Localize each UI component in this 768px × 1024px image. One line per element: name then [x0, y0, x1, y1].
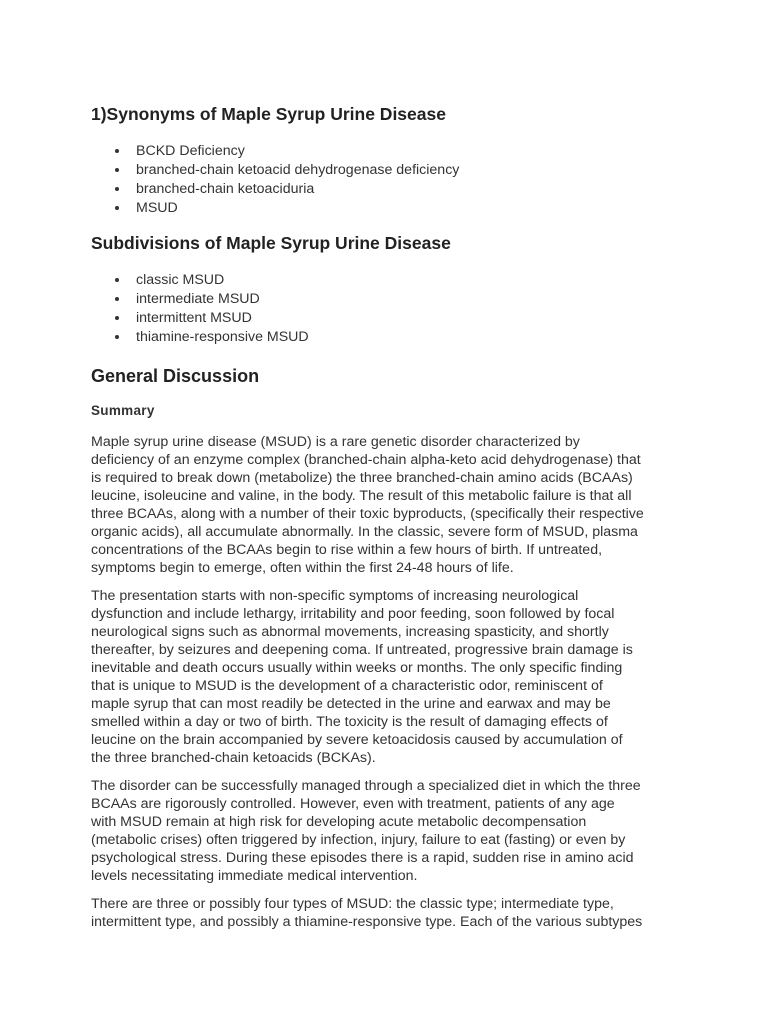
paragraph-line: deficiency of an enzyme complex (branched-chain alpha-keto acid dehydrogenase) that — [91, 452, 641, 468]
list-item: intermediate MSUD — [136, 290, 691, 309]
paragraph-line: organic acids), all accumulate abnormally. In the classic, severe form of MSUD, plasma — [91, 524, 638, 540]
list-item: thiamine-responsive MSUD — [136, 328, 691, 347]
subdivisions-heading: Subdivisions of Maple Syrup Urine Disease — [91, 233, 451, 253]
paragraph-line: smelled within a day or two of birth. The toxicity is the result of damaging effects of — [91, 714, 608, 730]
paragraph-line: Maple syrup urine disease (MSUD) is a rare genetic disorder characterized by — [91, 434, 580, 450]
paragraph-line: with MSUD remain at high risk for developing acute metabolic decompensation — [91, 814, 587, 830]
paragraph-line: leucine, isoleucine and valine, in the body. The result of this metabolic failure is that all — [91, 488, 632, 504]
summary-subheading: Summary — [91, 403, 155, 418]
list-item: branched-chain ketoacid dehydrogenase deficiency — [136, 161, 691, 180]
list-item: intermittent MSUD — [136, 309, 691, 328]
paragraph-line: The disorder can be successfully managed through a specialized diet in which the three — [91, 778, 641, 794]
paragraph-line: There are three or possibly four types of MSUD: the classic type; intermediate type, — [91, 896, 614, 912]
paragraph — [91, 895, 691, 931]
paragraph-line: inevitable and death occurs usually within weeks or months. The only specific finding — [91, 660, 623, 676]
paragraph-line: (metabolic crises) often triggered by infection, injury, failure to eat (fasting) or even by — [91, 832, 626, 848]
list-item: MSUD — [136, 199, 691, 218]
paragraph-line: levels necessitating immediate medical intervention. — [91, 868, 418, 884]
synonyms-heading: 1)Synonyms of Maple Syrup Urine Disease — [91, 104, 446, 124]
paragraph — [91, 587, 691, 767]
paragraph-line: is required to break down (metabolize) the three branched-chain amino acids (BCAAs) — [91, 470, 633, 486]
paragraph-line: leucine on the brain accompanied by severe ketoacidosis caused by accumulation of — [91, 732, 623, 748]
subdivisions-list — [91, 271, 691, 347]
document-page — [91, 101, 691, 931]
list-item: classic MSUD — [136, 271, 691, 290]
list-item: branched-chain ketoaciduria — [136, 180, 691, 199]
list-item: BCKD Deficiency — [136, 142, 691, 161]
paragraph-line: maple syrup that can most readily be detected in the urine and earwax and may be — [91, 696, 611, 712]
paragraph-line: thereafter, by seizures and deepening coma. If untreated, progressive brain damage is — [91, 642, 633, 658]
paragraph — [91, 777, 691, 885]
paragraph-line: dysfunction and include lethargy, irritability and poor feeding, soon followed by focal — [91, 606, 615, 622]
paragraph-line: the three branched-chain ketoacids (BCKAs). — [91, 750, 376, 766]
paragraph-line: neurological signs such as abnormal movements, increasing spasticity, and shortly — [91, 624, 609, 640]
paragraph-line: BCAAs are rigorously controlled. However, even with treatment, patients of any age — [91, 796, 615, 812]
general-discussion-heading: General Discussion — [91, 366, 260, 386]
paragraph-line: intermittent type, and possibly a thiamine-responsive type. Each of the various subtypes — [91, 914, 643, 930]
paragraph-line: that is unique to MSUD is the development of a characteristic odor, reminiscent of — [91, 678, 603, 694]
paragraph-line: symptoms begin to emerge, often within the first 24-48 hours of life. — [91, 560, 514, 576]
paragraph-line: The presentation starts with non-specific symptoms of increasing neurological — [91, 588, 579, 604]
synonyms-list — [91, 142, 691, 218]
paragraph-line: psychological stress. During these episodes there is a rapid, sudden rise in amino acid — [91, 850, 634, 866]
paragraph-line: concentrations of the BCAAs begin to rise within a few hours of birth. If untreated, — [91, 542, 603, 558]
paragraph — [91, 433, 691, 577]
paragraph-line: three BCAAs, along with a number of their toxic byproducts, (specifically their respective — [91, 506, 644, 522]
